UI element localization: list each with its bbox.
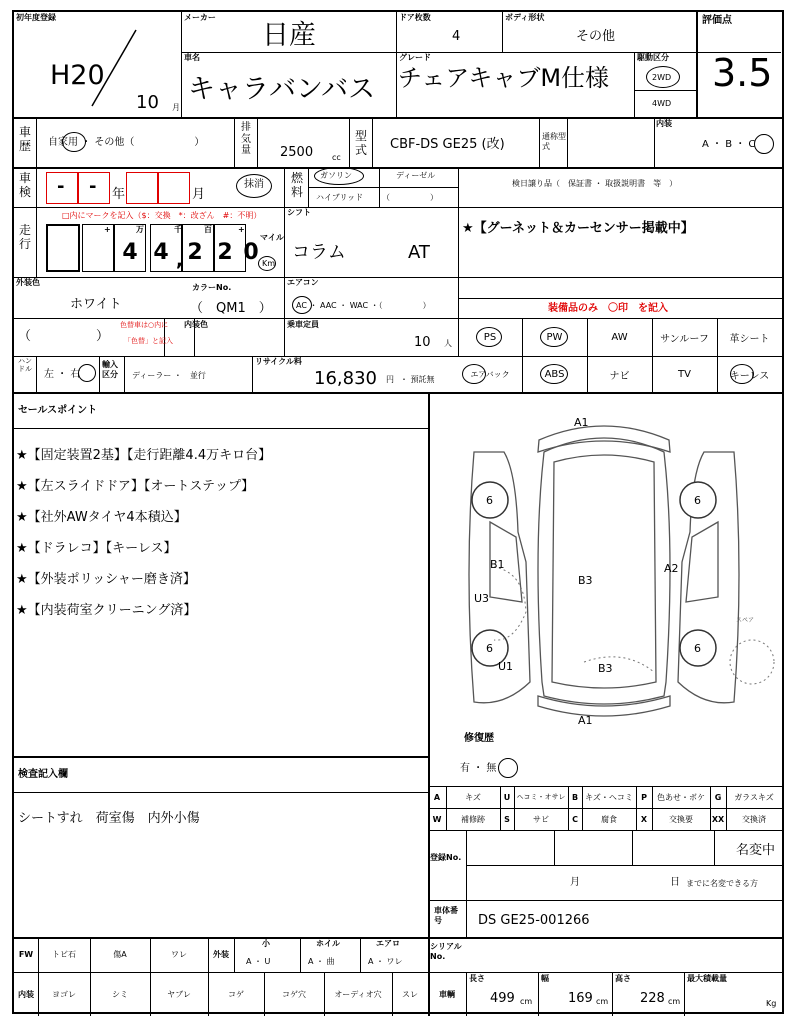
tire-depth-fl: 6 — [486, 494, 493, 507]
capacity-label: 乗車定員 — [287, 320, 319, 329]
deposit: ・ 預託無 — [400, 375, 435, 384]
sales-point: ★【内装荷室クリーニング済】 — [16, 603, 197, 618]
equip-pw-circle — [540, 327, 568, 347]
inspection-text: シートすれ 荷室傷 内外小傷 — [18, 811, 200, 826]
sales-point: ★【左スライドドア】【オートステップ】 — [16, 479, 255, 494]
maker: 日産 — [262, 20, 316, 51]
reg-day-label: 日 — [670, 877, 680, 888]
sales-point: ★【固定装置2基】【走行距離4.4万キロ台】 — [16, 448, 272, 463]
right-side-window — [686, 522, 718, 602]
mileage-digit-1: 4 — [122, 240, 138, 265]
int-item: シミ — [112, 989, 128, 999]
aero-label: エアロ — [376, 939, 400, 948]
int-color-label: 内装色 — [184, 320, 208, 329]
ext-color-label: 外装色 — [16, 278, 40, 287]
top-view-roof — [552, 455, 656, 688]
int-item: ヤブレ — [167, 989, 191, 999]
width-label: 幅 — [541, 974, 549, 983]
gasoline-circle — [314, 167, 364, 185]
length: 499 — [490, 991, 515, 1006]
insp-box-3 — [126, 172, 158, 204]
equip-pw: PW — [546, 331, 563, 343]
legend-desc: 交換要 — [669, 814, 693, 824]
fuel-gasoline: ガソリン — [320, 171, 352, 180]
sales-point: ★【社外AWタイヤ4本積込】 — [16, 510, 187, 525]
shift: コラム — [292, 242, 346, 263]
history-label: 車歴 — [18, 125, 31, 153]
legend-desc: 補修跡 — [461, 814, 485, 824]
mileage-note: □内にマークを記入（$：交換 *：改ざん #：不明） — [62, 211, 262, 220]
car-name-label: 車名 — [184, 53, 200, 62]
shift-label: シフト — [287, 208, 311, 217]
int-item: ヨゴレ — [52, 989, 76, 999]
front-bumper — [538, 426, 670, 452]
wheel-label: ホイル — [316, 939, 340, 948]
mileage-comma: , — [176, 250, 183, 271]
handle-label: ハンドル — [18, 357, 32, 373]
damage-a2: A2 — [664, 562, 679, 575]
aero-opts: A ・ ワレ — [368, 957, 403, 966]
fuel-hybrid: ハイブリッド — [316, 193, 364, 202]
color-change-note-1: 色替車は○内に — [120, 321, 169, 329]
small-opts: A ・ U — [246, 957, 271, 966]
tire-depth-fr: 6 — [694, 494, 701, 507]
handle-circle — [78, 364, 96, 382]
equip-aw: AW — [611, 331, 628, 343]
promo-text: ★【グーネット＆カーセンサー掲載中】 — [462, 221, 694, 236]
equip-abs-circle — [540, 364, 568, 384]
reg-month-label: 月 — [570, 877, 580, 888]
reg-month-unit: 月 — [172, 103, 180, 112]
wheel-opts: A ・ 曲 — [308, 957, 335, 966]
ac-options: AC ・ AAC ・ WAC ・（ ） — [296, 301, 431, 310]
equip-ps-circle — [476, 327, 502, 347]
mileage-box-0 — [46, 224, 80, 272]
color-change-paren: （ ） — [18, 329, 110, 344]
car-name: キャラバンバス — [188, 74, 376, 105]
displacement: 2500 — [280, 145, 314, 160]
int-item: スレ — [402, 989, 418, 999]
legend-desc: 色あせ・ボケ — [657, 792, 705, 802]
unregistered: 抹消 — [244, 179, 264, 190]
model: CBF-DS GE25 (改) — [390, 137, 505, 152]
score-label: 評価点 — [702, 15, 732, 26]
color-no: （ QM1 ） — [190, 301, 272, 316]
import: ディーラー ・ 並行 — [132, 371, 206, 380]
slash-line — [84, 28, 144, 108]
int-item: コゲ穴 — [282, 989, 306, 999]
ac-circle — [292, 296, 312, 314]
name-change: 名変中 — [736, 843, 776, 858]
capacity-unit: 人 — [444, 339, 452, 348]
mileage-digit-4: 2 — [217, 240, 233, 265]
grade: チェアキャブM仕様 — [398, 64, 610, 92]
damage-u3: U3 — [474, 592, 490, 605]
insp-dash-1: - — [57, 176, 65, 197]
equip-sunroof: サンルーフ — [660, 333, 709, 345]
displacement-label: 排気量 — [241, 122, 251, 156]
capacity: 10 — [414, 335, 431, 350]
legend-desc: キズ・ヘコミ — [585, 792, 633, 802]
int-item: コゲ — [228, 989, 244, 999]
tire-depth-rl: 6 — [486, 642, 493, 655]
int-item: オーディオ穴 — [334, 989, 382, 999]
chassis-label: 車体番号 — [434, 906, 458, 925]
handle: 左 ・ 右 — [44, 369, 81, 380]
legend-code: S — [504, 814, 510, 824]
repair-options: 有 ・ 無 — [460, 763, 497, 774]
int-label: 内装 — [18, 989, 34, 999]
legend-code: P — [641, 792, 647, 802]
load-label: 最大積載量 — [687, 974, 727, 983]
mileage-digit-2: 4 — [153, 240, 169, 265]
insp-dash-2: - — [89, 176, 97, 197]
history-circle — [62, 132, 86, 152]
spare-label: スペア — [736, 617, 755, 624]
drive-2wd-circle — [646, 66, 680, 88]
damage-u1: U1 — [498, 660, 514, 673]
legend-desc: 腐食 — [601, 814, 617, 824]
width: 169 — [568, 991, 593, 1006]
era-year: H20 — [50, 60, 105, 91]
height-unit: cm — [668, 997, 681, 1006]
height-label: 高さ — [615, 974, 631, 983]
doors-label: ドア枚数 — [399, 13, 431, 22]
dims-label: 車輌 — [439, 989, 455, 999]
displacement-unit: cc — [332, 153, 341, 162]
fuel-label: 燃料 — [290, 171, 303, 199]
equip-keyless: キーレス — [729, 370, 770, 382]
man-label: 万 — [136, 225, 144, 234]
first-reg-label: 初年度登録 — [16, 13, 56, 22]
load-unit: Kg — [766, 999, 777, 1008]
recycle-unit: 円 — [386, 375, 394, 384]
serial-label: シリアルNo. — [430, 942, 462, 961]
fw-item: 傷A — [113, 950, 127, 959]
chassis-number: DS GE25-001266 — [478, 913, 590, 928]
drive-2wd: 2WD — [652, 73, 672, 82]
reg-deadline: までに名変できる方 — [686, 879, 758, 888]
height: 228 — [640, 991, 665, 1006]
legend-code: XX — [711, 814, 725, 824]
doors: 4 — [452, 29, 461, 44]
sen-label: 千 — [174, 225, 182, 234]
interior-circle — [754, 134, 774, 154]
recycle-label: リサイクル料 — [255, 357, 302, 366]
damage-a1-bottom: A1 — [578, 714, 593, 727]
hyaku-label: 百 — [204, 225, 212, 234]
equip-leather: 革シート — [729, 333, 770, 345]
mileage-digit-5: 0 — [243, 240, 259, 265]
plus-mark: + — [104, 225, 111, 234]
color-change-note-2: 「色替」と記入 — [124, 337, 173, 345]
maker-label: メーカー — [184, 13, 216, 22]
damage-b1: B1 — [490, 558, 505, 571]
fw-label: FW — [18, 950, 34, 959]
legend-code: G — [714, 792, 722, 802]
sales-point: ★【外装ポリッシャー磨き済】 — [16, 572, 196, 587]
repair-circle — [498, 758, 518, 778]
damage-b3-center: B3 — [578, 574, 593, 587]
legend-code: A — [433, 792, 441, 802]
damage-a1-top: A1 — [574, 416, 589, 429]
auction-sheet — [12, 10, 784, 1014]
recycle: 16,830 — [314, 368, 377, 389]
equip-airbag: エアバック — [470, 369, 510, 379]
insp-month-unit: 月 — [192, 187, 206, 202]
length-label: 長さ — [469, 974, 485, 983]
tire-depth-rr: 6 — [694, 642, 701, 655]
fuel-diesel: ディーゼル — [396, 171, 436, 180]
legend-desc: ガラスキズ — [734, 792, 774, 802]
equip-navi: ナビ — [609, 370, 630, 382]
vehicle-diagram — [434, 412, 780, 732]
inspection-label: 検査記入欄 — [18, 769, 68, 780]
mileage-label: 走行 — [18, 223, 31, 251]
equip-tv: TV — [678, 368, 691, 380]
equip-ps: PS — [483, 331, 497, 343]
interior-label: 内装 — [656, 119, 672, 128]
drive-label: 駆動区分 — [637, 53, 669, 62]
dent-area — [494, 567, 526, 640]
body: その他 — [576, 29, 616, 44]
fw-item: トビ石 — [52, 950, 76, 959]
sales-label: セールスポイント — [18, 405, 98, 416]
legend-desc: ヘコミ・オサレ — [516, 793, 566, 801]
equip-airbag-circle — [462, 364, 486, 384]
drive-4wd: 4WD — [652, 99, 672, 108]
km-label: Km — [262, 259, 276, 268]
unreg-circle — [236, 174, 272, 198]
interior-grades: A ・ B ・ C — [702, 139, 756, 150]
common-model-label: 通称型式 — [542, 132, 566, 151]
plus-mark-2: + — [238, 225, 245, 234]
length-unit: cm — [520, 997, 533, 1006]
insp-year-unit: 年 — [112, 187, 126, 202]
fuel-hybrid-paren: （ ） — [382, 193, 438, 202]
damage-b3-bottom: B3 — [598, 662, 613, 675]
sales-points — [16, 444, 426, 630]
reg-no-label: 登録No. — [430, 853, 462, 862]
import-label: 輸入区分 — [102, 360, 118, 379]
inspection-label: 車検 — [18, 171, 31, 199]
legend-desc: キズ — [465, 792, 481, 802]
small-label: 小 — [262, 939, 270, 948]
legend-code: U — [503, 792, 511, 802]
legend-desc: サビ — [533, 814, 549, 824]
legend-code: X — [640, 814, 648, 824]
scratch-area — [584, 657, 654, 672]
ac-label: エアコン — [287, 278, 319, 287]
legend-code: W — [432, 814, 442, 824]
score: 3.5 — [712, 51, 773, 95]
insp-box-4 — [158, 172, 190, 204]
repair-label: 修復歴 — [464, 733, 494, 744]
fw-item: ワレ — [171, 950, 187, 959]
legend-code: B — [571, 792, 579, 802]
equip-keyless-circle — [730, 364, 754, 384]
ext-color: ホワイト — [70, 297, 122, 312]
legend-desc: 交換済 — [742, 814, 766, 824]
equip-header: 装備品のみ 〇印 を記入 — [548, 303, 668, 314]
mile-label: マイル — [260, 233, 284, 242]
legend-code: C — [572, 814, 578, 824]
color-no-label: カラーNo. — [192, 283, 232, 292]
width-unit: cm — [596, 997, 609, 1006]
km-circle — [258, 256, 276, 271]
grade-label: グレード — [399, 53, 431, 62]
body-label: ボディ形状 — [505, 13, 545, 22]
mileage-digit-3: 2 — [187, 240, 203, 265]
equip-abs: ABS — [544, 368, 565, 380]
documents: 検日譲り品（ 保証書 ・ 取扱説明書 等 ） — [512, 179, 678, 188]
history-options: 自家用 ・ その他（ ） — [48, 137, 205, 148]
sales-point: ★【ドラレコ】【キーレス】 — [16, 541, 177, 556]
ext-label: 外装 — [213, 950, 229, 959]
transmission: AT — [408, 242, 430, 263]
reg-month: 10 — [136, 92, 159, 113]
model-label: 型式 — [354, 129, 367, 157]
